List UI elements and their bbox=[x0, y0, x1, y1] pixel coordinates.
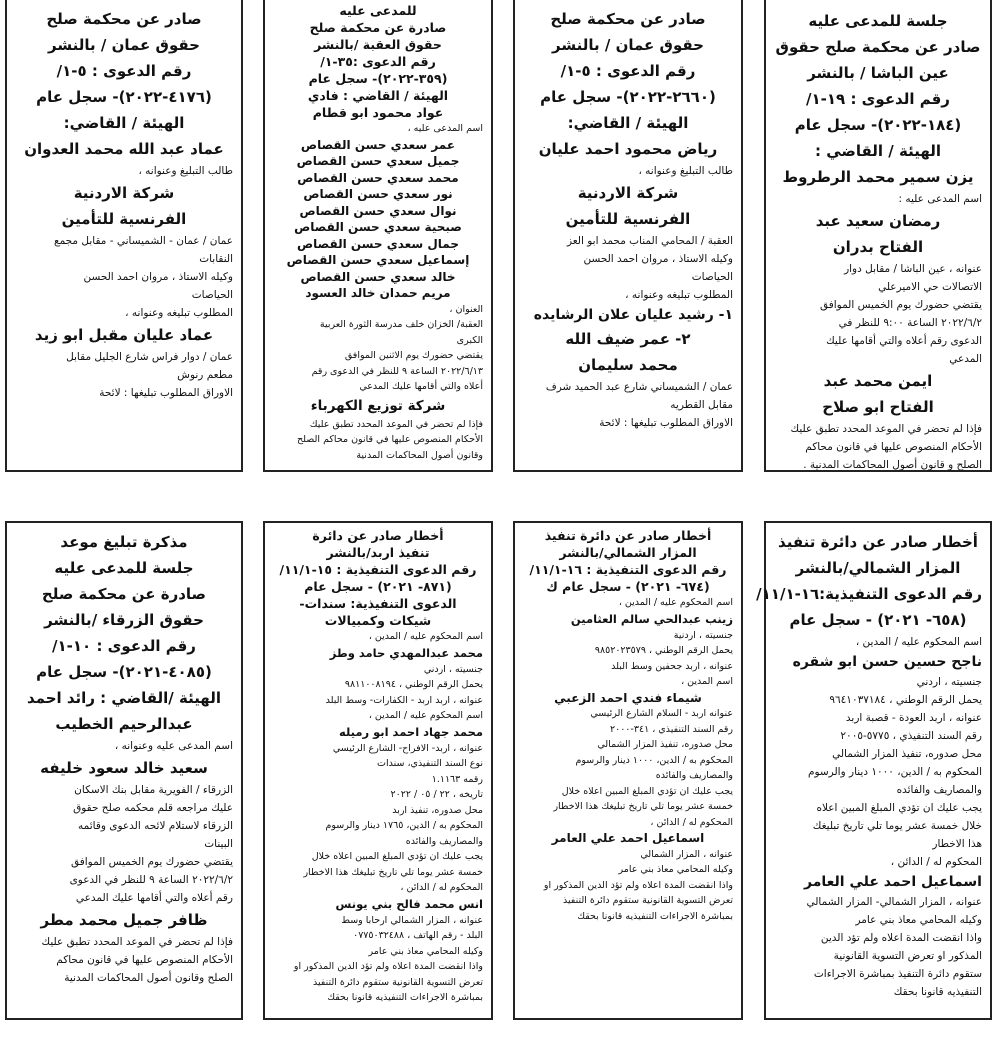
notice-line: الزرقاء / الفويرية مقابل بنك الاسكان bbox=[74, 784, 233, 796]
notice-line: عنوانه ، المزار الشمالي bbox=[640, 848, 733, 860]
notice-line: رقم الدعوى التنفيذية : ١٥-١١/١/ bbox=[279, 562, 477, 577]
notice-line: والمصاريف والفائده bbox=[405, 835, 483, 847]
notice-line: المطلوب تبليغه وعنوانه ، bbox=[125, 307, 233, 319]
notice-line: عمان / عمان - الشميساني - مقابل مجمع bbox=[53, 235, 233, 247]
notice-line: رقم الدعوى : ٥-١/ bbox=[56, 62, 192, 80]
notice-line: الزرقاء لاستلام لائحه الدعوى وقائمه bbox=[78, 820, 233, 832]
notice-line: عمر سعدي حسن القصاص bbox=[300, 137, 456, 152]
notice-line: جلسة للمدعى عليه bbox=[808, 12, 948, 30]
notice-line: الهيئة /القاضي : رائد احمد bbox=[26, 689, 221, 707]
notice-line: بمباشرة الاجراءات التنفيذيه قانونا بحقك bbox=[327, 992, 483, 1003]
notice-line: حقوق عمان / بالنشر bbox=[552, 36, 704, 54]
notice-line: جنسيته ، اردني bbox=[423, 663, 483, 675]
notice-line: رقم الدعوى : ٥-١/ bbox=[560, 62, 696, 80]
notice-line: عبدالرحيم الخطيب bbox=[55, 715, 193, 733]
notice-line: صادر عن محكمة صلح bbox=[550, 10, 706, 28]
notice-amman-4176 bbox=[5, 0, 243, 472]
notice-line: سعيد خالد سعود خليفه bbox=[40, 759, 208, 777]
notice-line: فإذا لم تحضر في الموعد المحدد تطبق عليك bbox=[790, 423, 982, 435]
notice-line: بمباشرة الاجراءات التنفيذيه قانونا بحقك bbox=[577, 910, 733, 922]
notice-line: اسماعيل احمد علي العامر bbox=[551, 831, 705, 845]
notice-line: خلال خمسة عشر يوما تلي تاريخ تبليغك bbox=[812, 820, 982, 832]
notice-line: رياض محمود احمد عليان bbox=[538, 140, 718, 158]
notice-line: المذكور او تعرض التسوية القانونية bbox=[833, 950, 982, 962]
notice-line: المحكوم له / الدائن ، bbox=[890, 856, 982, 868]
notice-line: يجب عليك ان تؤدي المبلغ المبين اعلاه خلال bbox=[311, 851, 483, 862]
notice-line: الحياصات bbox=[191, 289, 233, 301]
notice-line: الدعوى التنفيذية: سندات- bbox=[299, 596, 457, 611]
notice-line: هذا الاخطار bbox=[932, 838, 982, 850]
notice-line: ناجح حسين حسن ابو شقره bbox=[792, 654, 982, 670]
notice-line: عماد عليان مقبل ابو زيد bbox=[34, 326, 214, 344]
notice-line: مريم حمدان خالد العسود bbox=[305, 286, 451, 300]
notice-line: رقم السند التنفيذي ، ٥٧٧٥-٢٠٠٥ bbox=[840, 730, 982, 742]
notice-line: وكيله المحامي معاذ بني عامر bbox=[368, 945, 483, 957]
notice-line: الاتصالات حي الاميرعلي bbox=[878, 281, 982, 293]
notice-zarqa-4085 bbox=[5, 521, 243, 1020]
notice-line: عنوانه ، المزار الشمالي ارحابا وسط bbox=[341, 914, 483, 926]
notice-line: صادر عن محكمة صلح bbox=[46, 10, 202, 28]
notice-line: جمال سعدي حسن القصاص bbox=[296, 236, 460, 251]
notice-line: عنوانه اربد - السلام الشارع الرئيسي bbox=[590, 708, 733, 719]
notice-line: اسم المدعى عليه وعنوانه ، bbox=[114, 740, 233, 752]
notice-line: أعلاه والتي أقامها عليك المدعي bbox=[359, 381, 483, 392]
notice-line: (٣٥٩-٢٠٢٢)- سجل عام bbox=[308, 71, 448, 86]
notice-line: الهيئة / القاضي: bbox=[63, 114, 185, 132]
notice-line: يحمل الرقم الوطني ، ٩٨١١٠٠٨١٩٤ bbox=[344, 679, 483, 690]
notice-line: خمسة عشر يوما تلي تاريخ تبليغك هذا الاخطار bbox=[553, 801, 733, 812]
notice-line: الدعوى رقم أعلاه والتي أقامها عليك bbox=[826, 335, 982, 347]
notice-line: يحمل الرقم الوطني ، ٩٦٤١٠٣٧١٨٤ bbox=[829, 694, 982, 706]
notice-line: ٢٠٢٢/٦/٢ الساعة ٩:٠٠ للنظر في bbox=[838, 317, 982, 329]
notice-line: (٦٧٤- ٢٠٢١) - سجل عام ك bbox=[546, 579, 710, 594]
notice-line: خمسة عشر يوما تلي تاريخ تبليغك هذا الاخطار bbox=[303, 866, 483, 878]
notice-line: (٨٧١- ٢٠٢١) - سجل عام bbox=[304, 579, 452, 594]
notice-line: ٢٠٢٢/٦/٢ الساعة ٩ للنظر في الدعوى bbox=[69, 874, 233, 886]
notice-line: مطعم رنوش bbox=[177, 369, 233, 381]
notice-line: المحكوم به / الدين، ١٠٠٠ دينار والرسوم bbox=[807, 766, 982, 778]
notice-mazar-658 bbox=[756, 521, 992, 1020]
notice-line: عنوانه ، عين الباشا / مقابل دوار bbox=[844, 263, 982, 275]
notice-line: (٤٠٨٥-٢٠٢١)- سجل عام bbox=[36, 663, 212, 681]
notice-line: محمد جهاد احمد ابو رميله bbox=[338, 724, 483, 739]
notice-line: عمان / الشميساني شارع عبد الحميد شرف bbox=[545, 381, 733, 393]
notice-line: النقابات bbox=[199, 253, 233, 265]
notice-line: المحكوم له / الدائن ، bbox=[400, 882, 483, 893]
notice-line: يحمل الرقم الوطني ، ٩٨٥٢٠٢٣٥٧٩ bbox=[594, 645, 733, 656]
notice-line: الصلح وقانون أصول المحاكمات المدنية bbox=[64, 972, 233, 984]
notice-line: العنوان ، bbox=[449, 303, 483, 315]
notice-line: البلد - رقم الهاتف ، ٠٧٧٥٠٣٢٤٨٨ bbox=[353, 930, 483, 941]
notice-line: وكيله الاستاذ ، مروان احمد الحسن bbox=[583, 253, 733, 265]
notice-line: محمد سليمان bbox=[578, 356, 678, 374]
notice-line: المزار الشمالي/بالنشر bbox=[559, 545, 697, 560]
notice-line: الفتاح ابو صلاح bbox=[822, 398, 934, 416]
notice-line: وكيله المحامي معاذ بني عامر bbox=[855, 914, 982, 926]
notice-line: عماد عبد الله محمد العدوان bbox=[24, 140, 224, 158]
notice-line: الكبرى bbox=[456, 334, 483, 346]
notice-line: اسم المحكوم عليه / المدين ، bbox=[618, 597, 733, 608]
notice-line: عنوانه ، المزار الشمالي- المزار الشمالي bbox=[806, 896, 982, 908]
notice-line: جنسيته ، اردني bbox=[916, 676, 982, 688]
notice-line: حقوق عمان / بالنشر bbox=[48, 36, 200, 54]
notice-line: يقتضي حضورك يوم الخميس الموافق bbox=[70, 856, 233, 868]
notice-line: إسماعيل سعدي حسن القصاص bbox=[286, 253, 470, 267]
notice-line: الاوراق المطلوب تبليغها : لائحة bbox=[599, 417, 733, 429]
notice-line: الهيئة / القاضي: bbox=[567, 114, 689, 132]
notice-line: اسم المدين ، bbox=[681, 676, 733, 687]
notice-line: اسم المحكوم عليه / المدين ، bbox=[368, 631, 483, 642]
notice-line: الأحكام المنصوص عليها في قانون محاكم bbox=[805, 441, 982, 453]
notice-line: ستقوم دائرة التنفيذ بمباشرة الاجراءات bbox=[813, 968, 982, 980]
notice-line: أخطار صادر عن دائرة تنفيذ bbox=[544, 528, 712, 543]
notice-line: الفتاح بدران bbox=[832, 238, 924, 256]
notice-line: أخطار صادر عن دائرة تنفيذ bbox=[778, 533, 978, 551]
notice-line: (٦٥٨- ٢٠٢١) - سجل عام bbox=[789, 611, 967, 629]
notice-line: صبحية سعدي حسن القصاص bbox=[294, 220, 462, 234]
notice-line: رقم الدعوى التنفيذية:١٦-١١/١/ bbox=[756, 585, 982, 603]
notice-irbid-871 bbox=[263, 521, 493, 1020]
notice-line: شركة توزيع الكهرباء bbox=[310, 397, 446, 414]
notice-line: خالد سعدي حسن القصاص bbox=[300, 269, 456, 284]
notice-line: عليك مراجعه قلم محكمه صلح حقوق bbox=[73, 802, 233, 814]
notice-line: نوع السند التنفيذي، سندات bbox=[377, 758, 483, 769]
notice-line: وكيله الاستاذ ، مروان احمد الحسن bbox=[83, 271, 233, 283]
notice-line: المدعي bbox=[949, 353, 982, 365]
notice-ain-basha bbox=[764, 0, 992, 472]
notice-line: المحكوم به / الدين، ١٧٦٥ دينار والرسوم bbox=[325, 820, 483, 831]
notice-line: والمصاريف والفائده bbox=[896, 784, 982, 796]
notice-line: عين الباشا / بالنشر bbox=[807, 64, 949, 82]
notice-line: ظافر جميل محمد مطر bbox=[40, 911, 208, 929]
notice-line: نور سعدي حسن القصاص bbox=[303, 187, 453, 201]
notice-line: نوال سعدي حسن القصاص bbox=[299, 203, 457, 218]
notice-line: (٤١٧٦-٢٠٢٢)- سجل عام bbox=[36, 88, 212, 106]
notice-line: والمصاريف والفائده bbox=[655, 770, 733, 781]
notice-line: مذكرة تبليغ موعد bbox=[60, 533, 188, 551]
notice-line: محمد عبدالمهدي حامد وطز bbox=[329, 645, 483, 660]
notice-line: اسم المدعى عليه ، bbox=[407, 123, 483, 134]
notice-line: العقبة/ الخزان خلف مدرسة الثورة العربية bbox=[319, 319, 483, 330]
notice-line: الهيئة / القاضي : فادي bbox=[307, 88, 449, 103]
notice-line: رقم الدعوى : ١٩-١/ bbox=[806, 90, 950, 108]
notice-line: شركة الاردنية bbox=[577, 184, 679, 202]
notice-line: واذا انقضت المدة اعلاه ولم تؤد الدين bbox=[820, 932, 982, 944]
notice-line: وقانون أصول المحاكمات المدنية bbox=[356, 449, 483, 461]
notice-line: الأحكام المنصوص عليها في قانون محاكم bbox=[56, 954, 233, 966]
notice-line: رمضان سعيد عبد bbox=[815, 212, 941, 230]
notice-line: محل صدوره، تنفيذ اربد bbox=[392, 804, 483, 816]
notice-line: عنوانه ، اربد العودة - قصبة اربد bbox=[845, 712, 982, 724]
notice-line: يجب عليك ان تؤدي المبلغ المبين اعلاه خلال bbox=[561, 785, 733, 797]
notice-line: الاوراق المطلوب تبليغها : لائحة bbox=[99, 387, 233, 399]
notice-mazar-674 bbox=[513, 521, 743, 1020]
notice-line: رقم أعلاه والتي أقامها عليك المدعي bbox=[75, 892, 233, 904]
notice-line: وكيله المحامي معاذ بني عامر bbox=[618, 864, 733, 875]
notice-line: ايمن محمد عبد bbox=[823, 372, 933, 390]
notice-line: جلسة للمدعى عليه bbox=[54, 559, 194, 577]
notice-line: واذا انقضت المدة اعلاه ولم تؤد الدين المذكور او bbox=[293, 961, 483, 972]
notice-line: طالب التبليغ وعنوانه ، bbox=[638, 165, 733, 177]
notice-line: تعرض التسوية القانونية ستقوم دائرة التنفيذ bbox=[312, 976, 483, 988]
notice-line: الفرنسية للتأمين bbox=[565, 210, 691, 228]
notice-line: اسم المحكوم عليه / المدين ، bbox=[368, 710, 483, 721]
notice-line: تاريخه ، ٢٢ / ٠٥ / ٢٠٢٢ bbox=[390, 789, 483, 800]
notice-line: حقوق الزرقاء /بالنشر bbox=[44, 611, 204, 629]
notice-line: رقم الدعوى :٣٥-١/ bbox=[320, 54, 436, 69]
notice-line: يزن سمير محمد الرطروط bbox=[782, 168, 974, 186]
notice-line: عنوانه ، اربد جحفين وسط البلد bbox=[611, 660, 733, 672]
notice-line: شركة الاردنية bbox=[73, 184, 175, 202]
notice-line: المطلوب تبليغه وعنوانه ، bbox=[625, 289, 733, 301]
notice-line: زينب عبدالحي سالم العثامين bbox=[570, 611, 733, 626]
notice-amman-2660 bbox=[513, 0, 743, 472]
notice-line: المحكوم به / الدين، ١٠٠٠ دينار والرسوم bbox=[575, 754, 733, 766]
notice-line: رقم السند التنفيذي ، ٣٤١-٢٠٠٠ bbox=[610, 723, 733, 735]
notice-line: التنفيذيه قانونا بحقك bbox=[893, 986, 982, 998]
notice-line: اسماعيل احمد علي العامر bbox=[803, 874, 982, 890]
notice-line: المحكوم له / الدائن ، bbox=[650, 816, 733, 828]
notice-line: أخطار صادر عن دائرة bbox=[312, 528, 444, 543]
notice-line: محل صدوره، تنفيذ المزار الشمالي bbox=[832, 748, 982, 760]
notice-line: العقبة / المحامي المناب محمد ابو العز bbox=[566, 235, 733, 247]
notice-line: الهيئة / القاضي : bbox=[814, 142, 942, 160]
notice-line: الحياصات bbox=[691, 271, 733, 283]
notice-line: (١٨٤-٢٠٢٢)- سجل عام bbox=[794, 116, 962, 134]
notice-line: الصلح و قانون أصول المحاكمات المدنية . bbox=[803, 459, 982, 471]
notice-line: الفرنسية للتأمين bbox=[61, 210, 187, 228]
notice-line: المزار الشمالي/بالنشر bbox=[795, 559, 961, 577]
notice-line: البينات bbox=[204, 838, 233, 850]
notice-line: ٢٠٢٢/٦/١٣ الساعة ٩ للنظر في الدعوى رقم bbox=[311, 365, 483, 377]
notice-line: تعرض التسوية القانونية ستقوم دائرة التنفيذ bbox=[562, 895, 733, 906]
notice-line: يجب عليك ان تؤدي المبلغ المبين اعلاه bbox=[816, 802, 982, 814]
notice-line: رقم الدعوى التنفيذية : ١٦-١١/١/ bbox=[529, 562, 727, 577]
notice-line: انس محمد فالح بني يونس bbox=[335, 896, 483, 911]
notice-line: محمد سعدي حسن القصاص bbox=[297, 170, 459, 185]
notice-line: للمدعى عليه bbox=[339, 3, 417, 18]
notice-line: رقم الدعوى : ١٠-١/ bbox=[52, 637, 196, 655]
notice-line: شيكات وكمبيالات bbox=[324, 613, 432, 628]
notice-line: جنسيته ، اردنية bbox=[673, 629, 733, 641]
notice-line: فإذا لم تحضر في الموعد المحدد تطبق عليك bbox=[309, 418, 483, 430]
notice-line: الأحكام المنصوص عليها في قانون محاكم الصلح bbox=[297, 434, 483, 445]
notice-line: يقتضي حضورك يوم الخميس الموافق bbox=[819, 299, 982, 311]
notice-line: محل صدوره، تنفيذ المزار الشمالي bbox=[597, 739, 733, 750]
notice-line: عنوانه ، اربد- الافراح- الشارع الرئيسي bbox=[332, 742, 483, 754]
notice-line: اسم المحكوم عليه / المدين ، bbox=[855, 636, 982, 648]
notice-line: اسم المدعى عليه : bbox=[898, 193, 982, 205]
notice-line: ١- رشيد عليان علان الرشايده bbox=[533, 307, 733, 323]
notice-line: يقتضي حضورك يوم الاثنين الموافق bbox=[344, 350, 483, 361]
notice-line: رقمه ١.١١٦٣ bbox=[431, 773, 483, 785]
notice-line: حقوق العقبة /بالنشر bbox=[314, 37, 442, 52]
notice-line: فإذا لم تحضر في الموعد المحدد تطبق عليك bbox=[41, 936, 233, 948]
notice-line: تنفيذ اربد/بالنشر bbox=[326, 545, 430, 560]
notice-line: عمان / دوار فراس شارع الجليل مقابل bbox=[66, 351, 233, 363]
notice-line: صادرة عن محكمة صلح bbox=[309, 20, 447, 35]
notice-line: عواد محمود ابو قطام bbox=[312, 105, 444, 120]
notice-line: صادر عن محكمة صلح حقوق bbox=[775, 38, 981, 56]
notice-line: شيماء فندي احمد الزعبي bbox=[554, 690, 702, 705]
notice-line: واذا انقضت المدة اعلاه ولم تؤد الدين المذكور او bbox=[543, 879, 733, 891]
notice-line: (٢٦٦٠-٢٠٢٢)- سجل عام bbox=[540, 88, 716, 106]
notice-line: مقابل القطريه bbox=[670, 399, 733, 411]
notice-line: طالب التبليغ وعنوانه ، bbox=[138, 165, 233, 177]
notice-line: ٢- عمر ضيف الله bbox=[565, 330, 691, 348]
notice-line: عنوانه ، اربد اربد - الكفارات- وسط البلد bbox=[325, 694, 483, 706]
notice-aqaba-359 bbox=[263, 0, 493, 472]
notice-line: صادرة عن محكمة صلح bbox=[41, 585, 207, 603]
notice-line: جميل سعدي حسن القصاص bbox=[296, 154, 460, 168]
